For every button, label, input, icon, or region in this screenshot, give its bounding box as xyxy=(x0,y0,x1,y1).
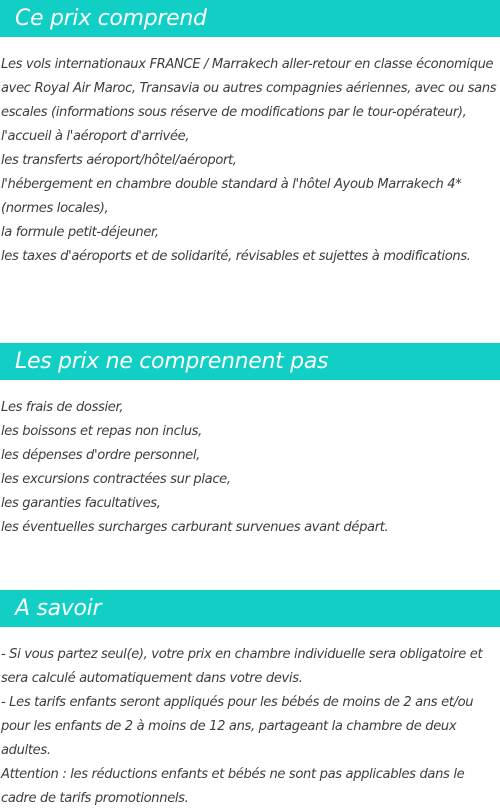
list-item: - Si vous partez seul(e), votre prix en chambre individuelle sera obligatoire et sera calculé automatiquement dans votre devis. xyxy=(1,647,483,686)
list-item: les taxes d'aéroports et de solidarité, révisables et sujettes à modifications. xyxy=(1,249,471,264)
list-item: les éventuelles surcharges carburant survenues avant départ. xyxy=(1,520,389,535)
section-title-price-includes: Ce prix comprend xyxy=(15,6,207,31)
list-item: les garanties facultatives, xyxy=(1,496,161,511)
list-item: Les frais de dossier, xyxy=(1,400,124,415)
list-item: l'accueil à l'aéroport d'arrivée, xyxy=(1,129,190,144)
section-title-good-to-know: A savoir xyxy=(15,596,102,621)
section-header-price-excludes xyxy=(0,343,500,380)
list-item: - Les tarifs enfants seront appliqués pour les bébés de moins de 2 ans et/ou pour les enfants de 2 à moins de 12 ans, partageant la chambre de deux adultes. xyxy=(1,695,474,758)
price-includes-list xyxy=(1,53,500,269)
list-item: les transferts aéroport/hôtel/aéroport, xyxy=(1,153,237,168)
good-to-know-list xyxy=(1,643,500,811)
list-item: Attention : les réductions enfants et bébés ne sont pas applicables dans le cadre de tarifs promotionnels. xyxy=(1,767,465,806)
list-item: Les vols internationaux FRANCE / Marrakech aller-retour en classe économique avec Royal Air Maroc, Transavia ou autres compagnies aériennes, avec ou sans escales (informations sous réserve de modifications par le tour-opérateur), xyxy=(1,57,497,120)
section-header-price-includes xyxy=(0,0,500,37)
list-item: la formule petit-déjeuner, xyxy=(1,225,159,240)
section-title-price-excludes: Les prix ne comprennent pas xyxy=(15,349,329,374)
list-item: les boissons et repas non inclus, xyxy=(1,424,202,439)
price-excludes-list xyxy=(1,396,500,540)
list-item: les excursions contractées sur place, xyxy=(1,472,231,487)
section-header-good-to-know xyxy=(0,590,500,627)
list-item: les dépenses d'ordre personnel, xyxy=(1,448,200,463)
list-item: l'hébergement en chambre double standard à l'hôtel Ayoub Marrakech 4* (normes locales), xyxy=(1,177,462,216)
